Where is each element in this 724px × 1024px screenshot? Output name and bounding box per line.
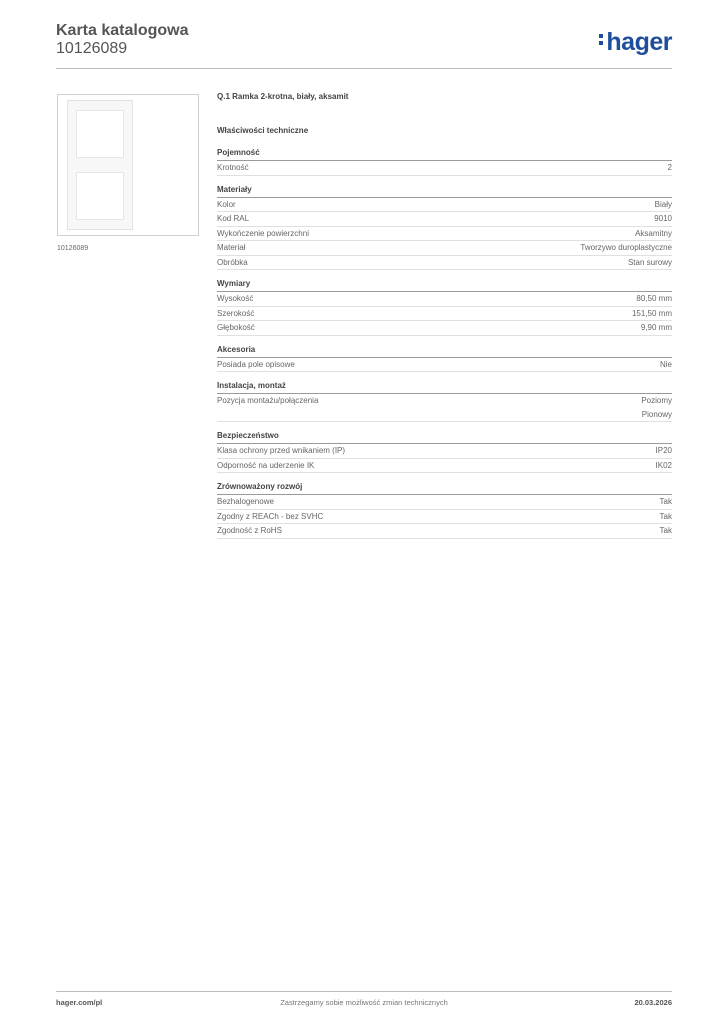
- footer-divider: [56, 991, 672, 992]
- frame-opening-top: [76, 110, 124, 158]
- spec-section: [217, 431, 672, 473]
- spec-row: [217, 198, 672, 213]
- section-title: Pojemność: [217, 148, 672, 161]
- spec-row: [217, 256, 672, 271]
- spec-value: Poziomy Pionowy: [641, 396, 672, 419]
- spec-value: Biały: [654, 199, 672, 209]
- spec-value: 80,50 mm: [636, 294, 672, 303]
- spec-label: Obróbka: [217, 257, 248, 267]
- spec-value: Tak: [659, 526, 672, 535]
- image-caption: 10126089: [57, 245, 89, 252]
- spec-label: Wysokość: [217, 294, 254, 303]
- spec-row: [217, 307, 672, 322]
- product-title: Q.1 Ramka 2-krotna, biały, aksamit: [217, 92, 349, 101]
- spec-section: [217, 482, 672, 539]
- spec-row: [217, 524, 672, 539]
- spec-row: [217, 394, 672, 422]
- footer-date: 20.03.2026: [634, 998, 672, 1007]
- logo-dots-icon: [599, 31, 605, 48]
- spec-value: Stan surowy: [627, 257, 672, 267]
- spec-section: [217, 185, 672, 271]
- spec-label: Głębokość: [217, 323, 255, 332]
- product-image: [57, 94, 199, 236]
- frame-opening-bottom: [76, 172, 124, 220]
- spec-label: Kolor: [217, 199, 236, 209]
- section-title: Materiały: [217, 185, 672, 198]
- spec-row: [217, 292, 672, 307]
- spec-value: IK02: [655, 460, 672, 470]
- spec-section: [217, 345, 672, 373]
- product-details: [217, 92, 672, 548]
- properties-heading: Właściwości techniczne: [217, 126, 309, 135]
- spec-row: [217, 444, 672, 459]
- spec-row: [217, 510, 672, 525]
- spec-value: Nie: [659, 359, 672, 369]
- spec-row: [217, 358, 672, 373]
- spec-value: 151,50 mm: [631, 308, 672, 318]
- spec-label: Zgodny z REACh - bez SVHC: [217, 511, 324, 521]
- document-title: Karta katalogowa: [56, 22, 189, 39]
- spec-value: Aksamitny: [635, 228, 672, 238]
- spec-row: [217, 495, 672, 510]
- spec-row: [217, 321, 672, 336]
- section-title: Wymiary: [217, 279, 672, 292]
- spec-label: Wykończenie powierzchni: [217, 228, 309, 238]
- spec-label: Bezhalogenowe: [217, 497, 274, 506]
- spec-label: Odporność na uderzenie IK: [217, 460, 315, 470]
- section-title: Akcesoria: [217, 345, 672, 358]
- spec-row: [217, 161, 672, 176]
- page-footer: [56, 998, 672, 1010]
- header-divider: [56, 68, 672, 69]
- spec-label: Zgodność z RoHS: [217, 526, 282, 535]
- spec-label: Posiada pole opisowe: [217, 359, 295, 369]
- spec-value: IP20: [655, 446, 672, 455]
- spec-value: 9,90 mm: [640, 323, 672, 332]
- spec-row: [217, 212, 672, 227]
- spec-sections: [217, 148, 672, 539]
- spec-section: [217, 279, 672, 336]
- spec-row: [217, 459, 672, 474]
- footer-website-link[interactable]: hager.com/pl: [56, 998, 103, 1007]
- spec-section: [217, 381, 672, 422]
- section-title: Bezpieczeństwo: [217, 431, 672, 444]
- document-number: 10126089: [56, 40, 128, 57]
- spec-section: [217, 148, 672, 176]
- spec-label: Krotność: [217, 163, 249, 172]
- spec-value: Tak: [659, 511, 672, 521]
- spec-row: [217, 227, 672, 242]
- spec-value: 2: [667, 163, 672, 172]
- double-frame-illustration: [67, 100, 133, 230]
- spec-label: Pozycja montażu/połączenia: [217, 396, 319, 405]
- spec-label: Klasa ochrony przed wnikaniem (IP): [217, 446, 346, 455]
- spec-label: Kod RAL: [217, 214, 250, 223]
- logo-text: hager: [606, 28, 672, 56]
- spec-value: 9010: [654, 214, 672, 223]
- spec-value: Tworzywo duroplastyczne: [580, 243, 672, 252]
- footer-disclaimer: Zastrzegamy sobie możliwość zmian technicznych: [280, 998, 448, 1007]
- hager-logo: [599, 28, 672, 57]
- section-title: Instalacja, montaż: [217, 381, 672, 394]
- page-header: [56, 20, 672, 68]
- spec-label: Materiał: [217, 243, 246, 252]
- spec-value: Tak: [659, 497, 672, 506]
- section-title: Zrównoważony rozwój: [217, 482, 672, 495]
- spec-label: Szerokość: [217, 308, 255, 318]
- spec-row: [217, 241, 672, 256]
